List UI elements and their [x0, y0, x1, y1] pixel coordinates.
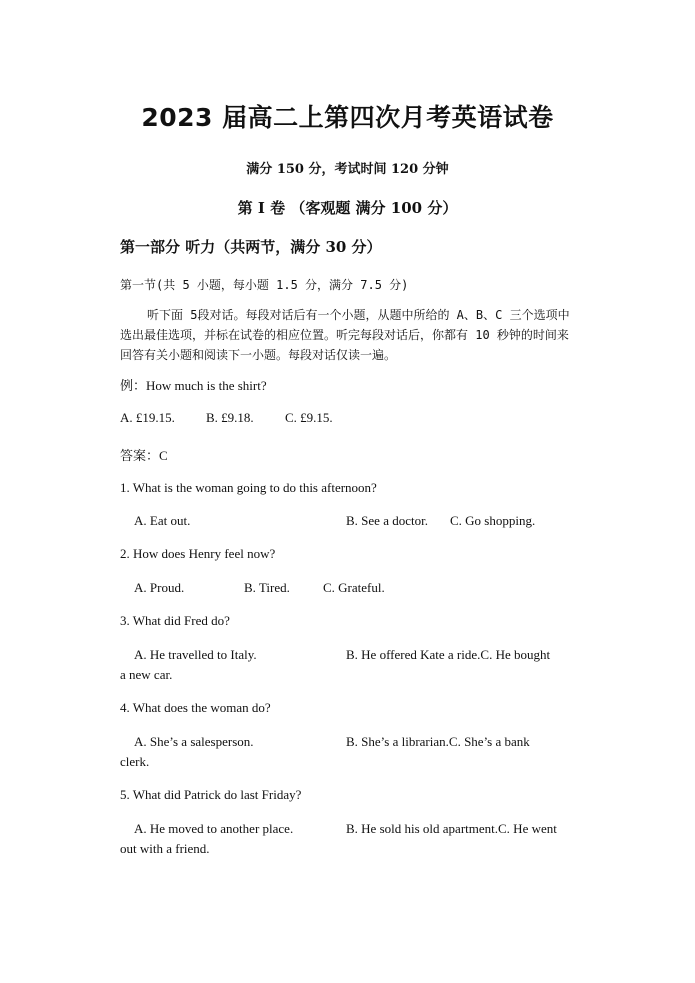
question-3-options-bc: B. He offered Kate a ride.C. He bought	[346, 647, 551, 662]
exam-title: 2023 届高二上第四次月考英语试卷	[141, 103, 554, 132]
question-2-stem: 2. How does Henry feel now?	[120, 546, 276, 561]
question-3-option-a: A. He travelled to Italy.	[134, 647, 257, 662]
question-5-option-a: A. He moved to another place.	[134, 821, 294, 836]
question-1-option-b: B. See a doctor.	[346, 513, 428, 528]
example-option-a: A. £19.15.	[120, 410, 175, 425]
example-option-c: C. £9.15.	[285, 410, 333, 425]
question-4-options-bc: B. She’s a librarian.C. She’s a bank	[346, 734, 530, 749]
question-3-option-c-wrap: a new car.	[120, 667, 173, 682]
question-5-stem: 5. What did Patrick do last Friday?	[120, 787, 302, 802]
instructions-paragraph: 听下面 5段对话。每段对话后有一个小题，从题中所给的 A、B、C 三个选项中选出最佳选项，并标在试卷的相应位置。听完每段对话后，你都有 10 秒钟的时间来回答有关小题和阅读下一小题。每段对话仅读一遍。	[120, 308, 570, 362]
question-2-option-a: A. Proud.	[134, 580, 185, 595]
volume-heading: 第 I 卷 （客观题 满分 100 分）	[237, 199, 458, 217]
exam-subtitle: 满分 150 分，考试时间 120 分钟	[246, 162, 449, 177]
question-1-option-a: A. Eat out.	[134, 513, 191, 528]
example-answer: 答案：C	[120, 448, 168, 463]
question-4-stem: 4. What does the woman do?	[120, 700, 271, 715]
question-2-option-b: B. Tired.	[244, 580, 290, 595]
example-question: 例：How much is the shirt?	[120, 378, 267, 393]
question-4-option-a: A. She’s a salesperson.	[134, 734, 254, 749]
question-5-option-c-wrap: out with a friend.	[120, 841, 210, 856]
example-option-b: B. £9.18.	[206, 410, 254, 425]
question-5-options-bc: B. He sold his old apartment.C. He went	[346, 821, 557, 836]
part-heading: 第一部分 听力（共两节，满分 30 分）	[120, 238, 382, 256]
question-1-stem: 1. What is the woman going to do this afternoon?	[120, 480, 377, 495]
question-2-option-c: C. Grateful.	[323, 580, 385, 595]
question-3-stem: 3. What did Fred do?	[120, 613, 230, 628]
question-4-option-c-wrap: clerk.	[120, 754, 150, 769]
question-1-option-c: C. Go shopping.	[450, 513, 536, 528]
section-heading: 第一节(共 5 小题，每小题 1.5 分，满分 7.5 分)	[120, 278, 409, 292]
